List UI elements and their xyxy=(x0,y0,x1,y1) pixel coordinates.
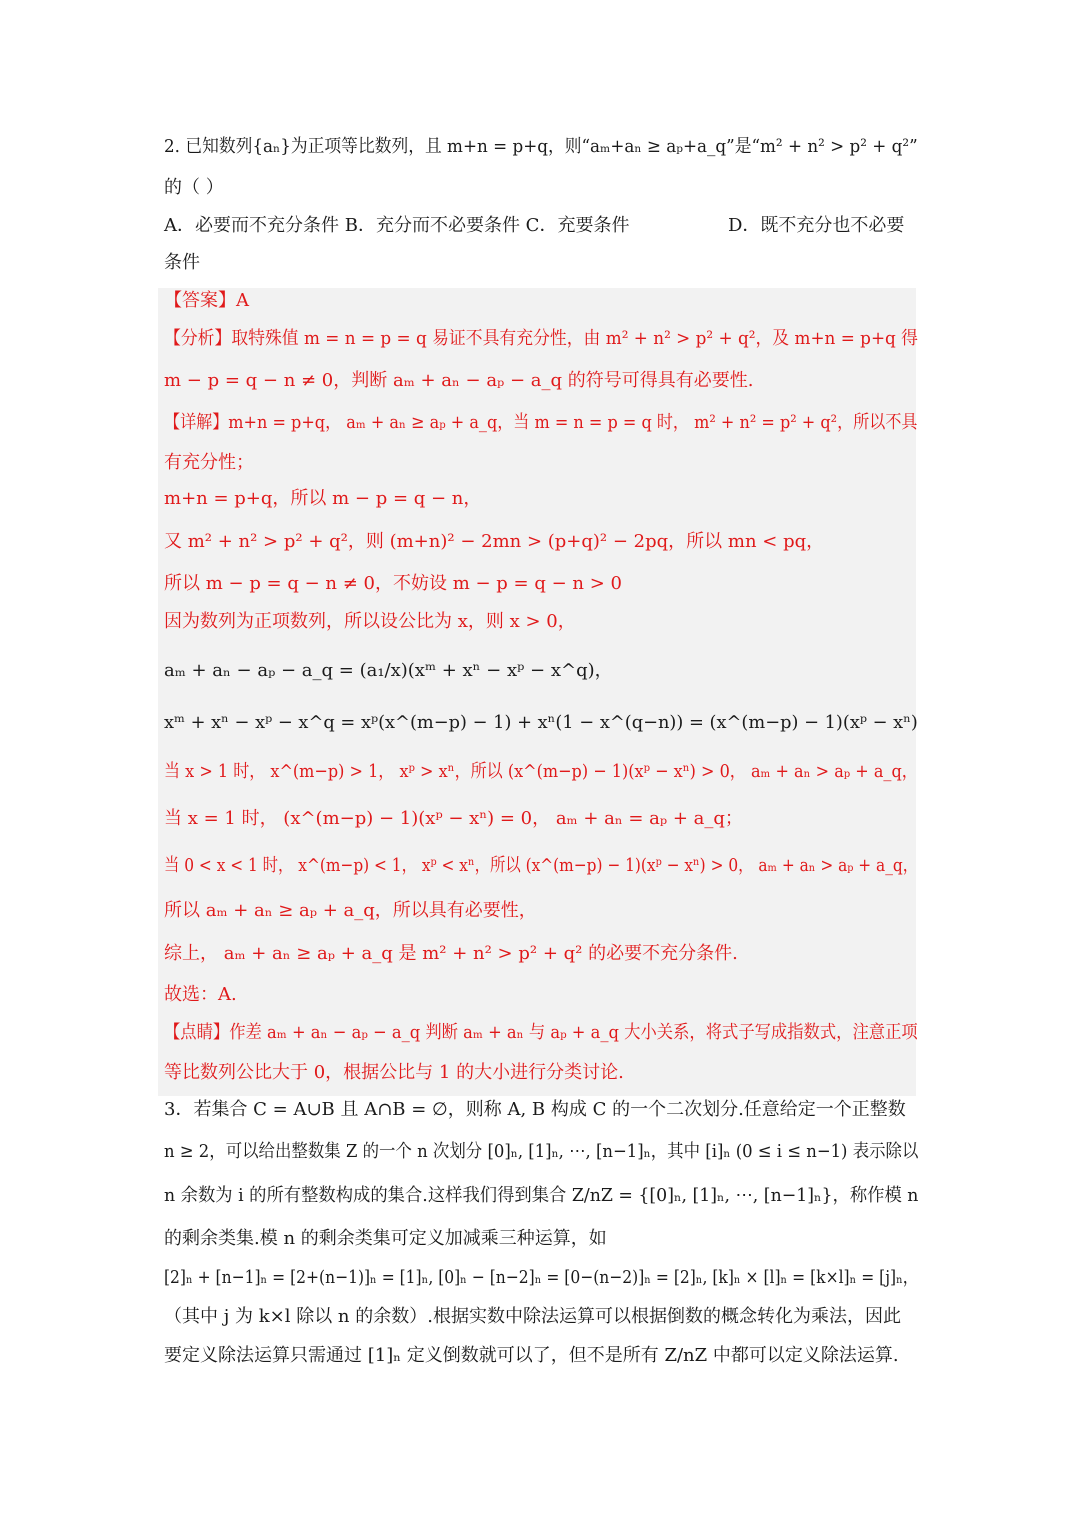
detail-line-3: m+n = p+q，所以 m − p = q − n， xyxy=(164,488,482,509)
q2-options-line-2: 条件 xyxy=(164,252,200,273)
detail-line-4: 又 m² + n² > p² + q²，则 (m+n)² − 2mn > (p+q)² − 2pq，所以 mn < pq， xyxy=(164,531,825,552)
detail-line-13: 综上， aₘ + aₙ ≥ aₚ + a_q 是 m² + n² > p² + q² 的必要不充分条件. xyxy=(164,943,738,964)
answer-value: A xyxy=(236,290,249,311)
detail-line-10: 当 x = 1 时， (x^(m−p) − 1)(xᵖ − xⁿ) = 0， aₘ + aₙ = aₚ + a_q； xyxy=(164,808,743,829)
comment-text-1: 作差 aₘ + aₙ − aₚ − a_q 判断 aₘ + aₙ 与 aₚ + a_q 大小关系，将式子写成指数式，注意正项 xyxy=(229,1022,918,1043)
q3-line-1: 3．若集合 C = A∪B 且 A∩B = ∅，则称 A, B 构成 C 的一个二次划分.任意给定一个正整数 xyxy=(164,1099,906,1120)
q3-line-4: 的剩余类集.模 n 的剩余类集可定义加减乘三种运算，如 xyxy=(164,1228,607,1249)
comment-line-1 xyxy=(164,1020,918,1046)
comment-label: 【点睛】 xyxy=(164,1022,230,1043)
q2-option-d: D．既不充分也不必要 xyxy=(728,215,905,236)
detail-line-6: 因为数列为正项数列，所以设公比为 x，则 x > 0， xyxy=(164,611,576,632)
q3-line-2: n ≥ 2，可以给出整数集 Z 的一个 n 次划分 [0]ₙ, [1]ₙ, ⋯, [n−1]ₙ，其中 [i]ₙ (0 ≤ i ≤ n−1) 表示除以 xyxy=(164,1141,919,1162)
detail-line-8: xᵐ + xⁿ − xᵖ − x^q = xᵖ(x^(m−p) − 1) + xⁿ(1 − x^(q−n)) = (x^(m−p) − 1)(xᵖ − xⁿ) xyxy=(164,712,918,733)
detail-line-14: 故选：A. xyxy=(164,984,237,1005)
detail-line-7: aₘ + aₙ − aₚ − a_q = (a₁/x)(xᵐ + xⁿ − xᵖ − x^q)， xyxy=(164,660,613,681)
q3-line-7: 要定义除法运算只需通过 [1]ₙ 定义倒数就可以了，但不是所有 Z/nZ 中都可以定义除法运算. xyxy=(164,1345,899,1366)
q3-line-6: （其中 j 为 k×l 除以 n 的余数）.根据实数中除法运算可以根据倒数的概念转化为乘法，因此 xyxy=(164,1306,901,1327)
q2-options-line-1: A．必要而不充分条件 B．充分而不必要条件 C．充要条件 xyxy=(164,215,630,236)
detail-label: 【详解】 xyxy=(164,412,229,433)
answer-line xyxy=(164,288,249,314)
q3-line-3: n 余数为 i 的所有整数构成的集合.这样我们得到集合 Z/nZ = {[0]ₙ, [1]ₙ, ⋯, [n−1]ₙ}，称作模 n xyxy=(164,1185,919,1206)
q3-line-5: [2]ₙ + [n−1]ₙ = [2+(n−1)]ₙ = [1]ₙ, [0]ₙ − [n−2]ₙ = [0−(n−2)]ₙ = [2]ₙ, [k]ₙ × [l]ₙ = [k×l]ₙ = [j]ₙ， xyxy=(164,1267,919,1288)
q2-stem-line-1: 2. 已知数列{aₙ}为正项等比数列，且 m+n = p+q，则“aₘ+aₙ ≥ aₚ+a_q”是“m² + n² > p² + q²” xyxy=(164,136,918,157)
detail-line-1 xyxy=(164,410,917,436)
detail-line-9: 当 x > 1 时， x^(m−p) > 1， xᵖ > xⁿ，所以 (x^(m−p) − 1)(xᵖ − xⁿ) > 0， aₘ + aₙ > aₚ + a_q， xyxy=(164,761,918,782)
answer-label: 【答案】 xyxy=(164,290,236,311)
analysis-line-1 xyxy=(164,326,918,352)
analysis-line-2: m − p = q − n ≠ 0，判断 aₘ + aₙ − aₚ − a_q 的符号可得具有必要性. xyxy=(164,370,754,391)
analysis-text-1: 取特殊值 m = n = p = q 易证不具有充分性，由 m² + n² > p² + q²，及 m+n = p+q 得 xyxy=(231,328,919,349)
detail-line-12: 所以 aₘ + aₙ ≥ aₚ + a_q，所以具有必要性， xyxy=(164,900,537,921)
detail-text-1: m+n = p+q， aₘ + aₙ ≥ aₚ + a_q，当 m = n = p = q 时， m² + n² = p² + q²，所以不具 xyxy=(228,412,918,433)
q2-stem-line-2: 的（ ） xyxy=(164,177,224,198)
detail-line-11: 当 0 < x < 1 时， x^(m−p) < 1， xᵖ < xⁿ，所以 (x^(m−p) − 1)(xᵖ − xⁿ) > 0， aₘ + aₙ > aₚ + a_q， xyxy=(164,855,919,876)
detail-line-5: 所以 m − p = q − n ≠ 0，不妨设 m − p = q − n > 0 xyxy=(164,573,622,594)
comment-line-2: 等比数列公比大于 0，根据公比与 1 的大小进行分类讨论. xyxy=(164,1062,624,1083)
detail-line-2: 有充分性； xyxy=(164,452,254,473)
analysis-label: 【分析】 xyxy=(164,328,232,349)
